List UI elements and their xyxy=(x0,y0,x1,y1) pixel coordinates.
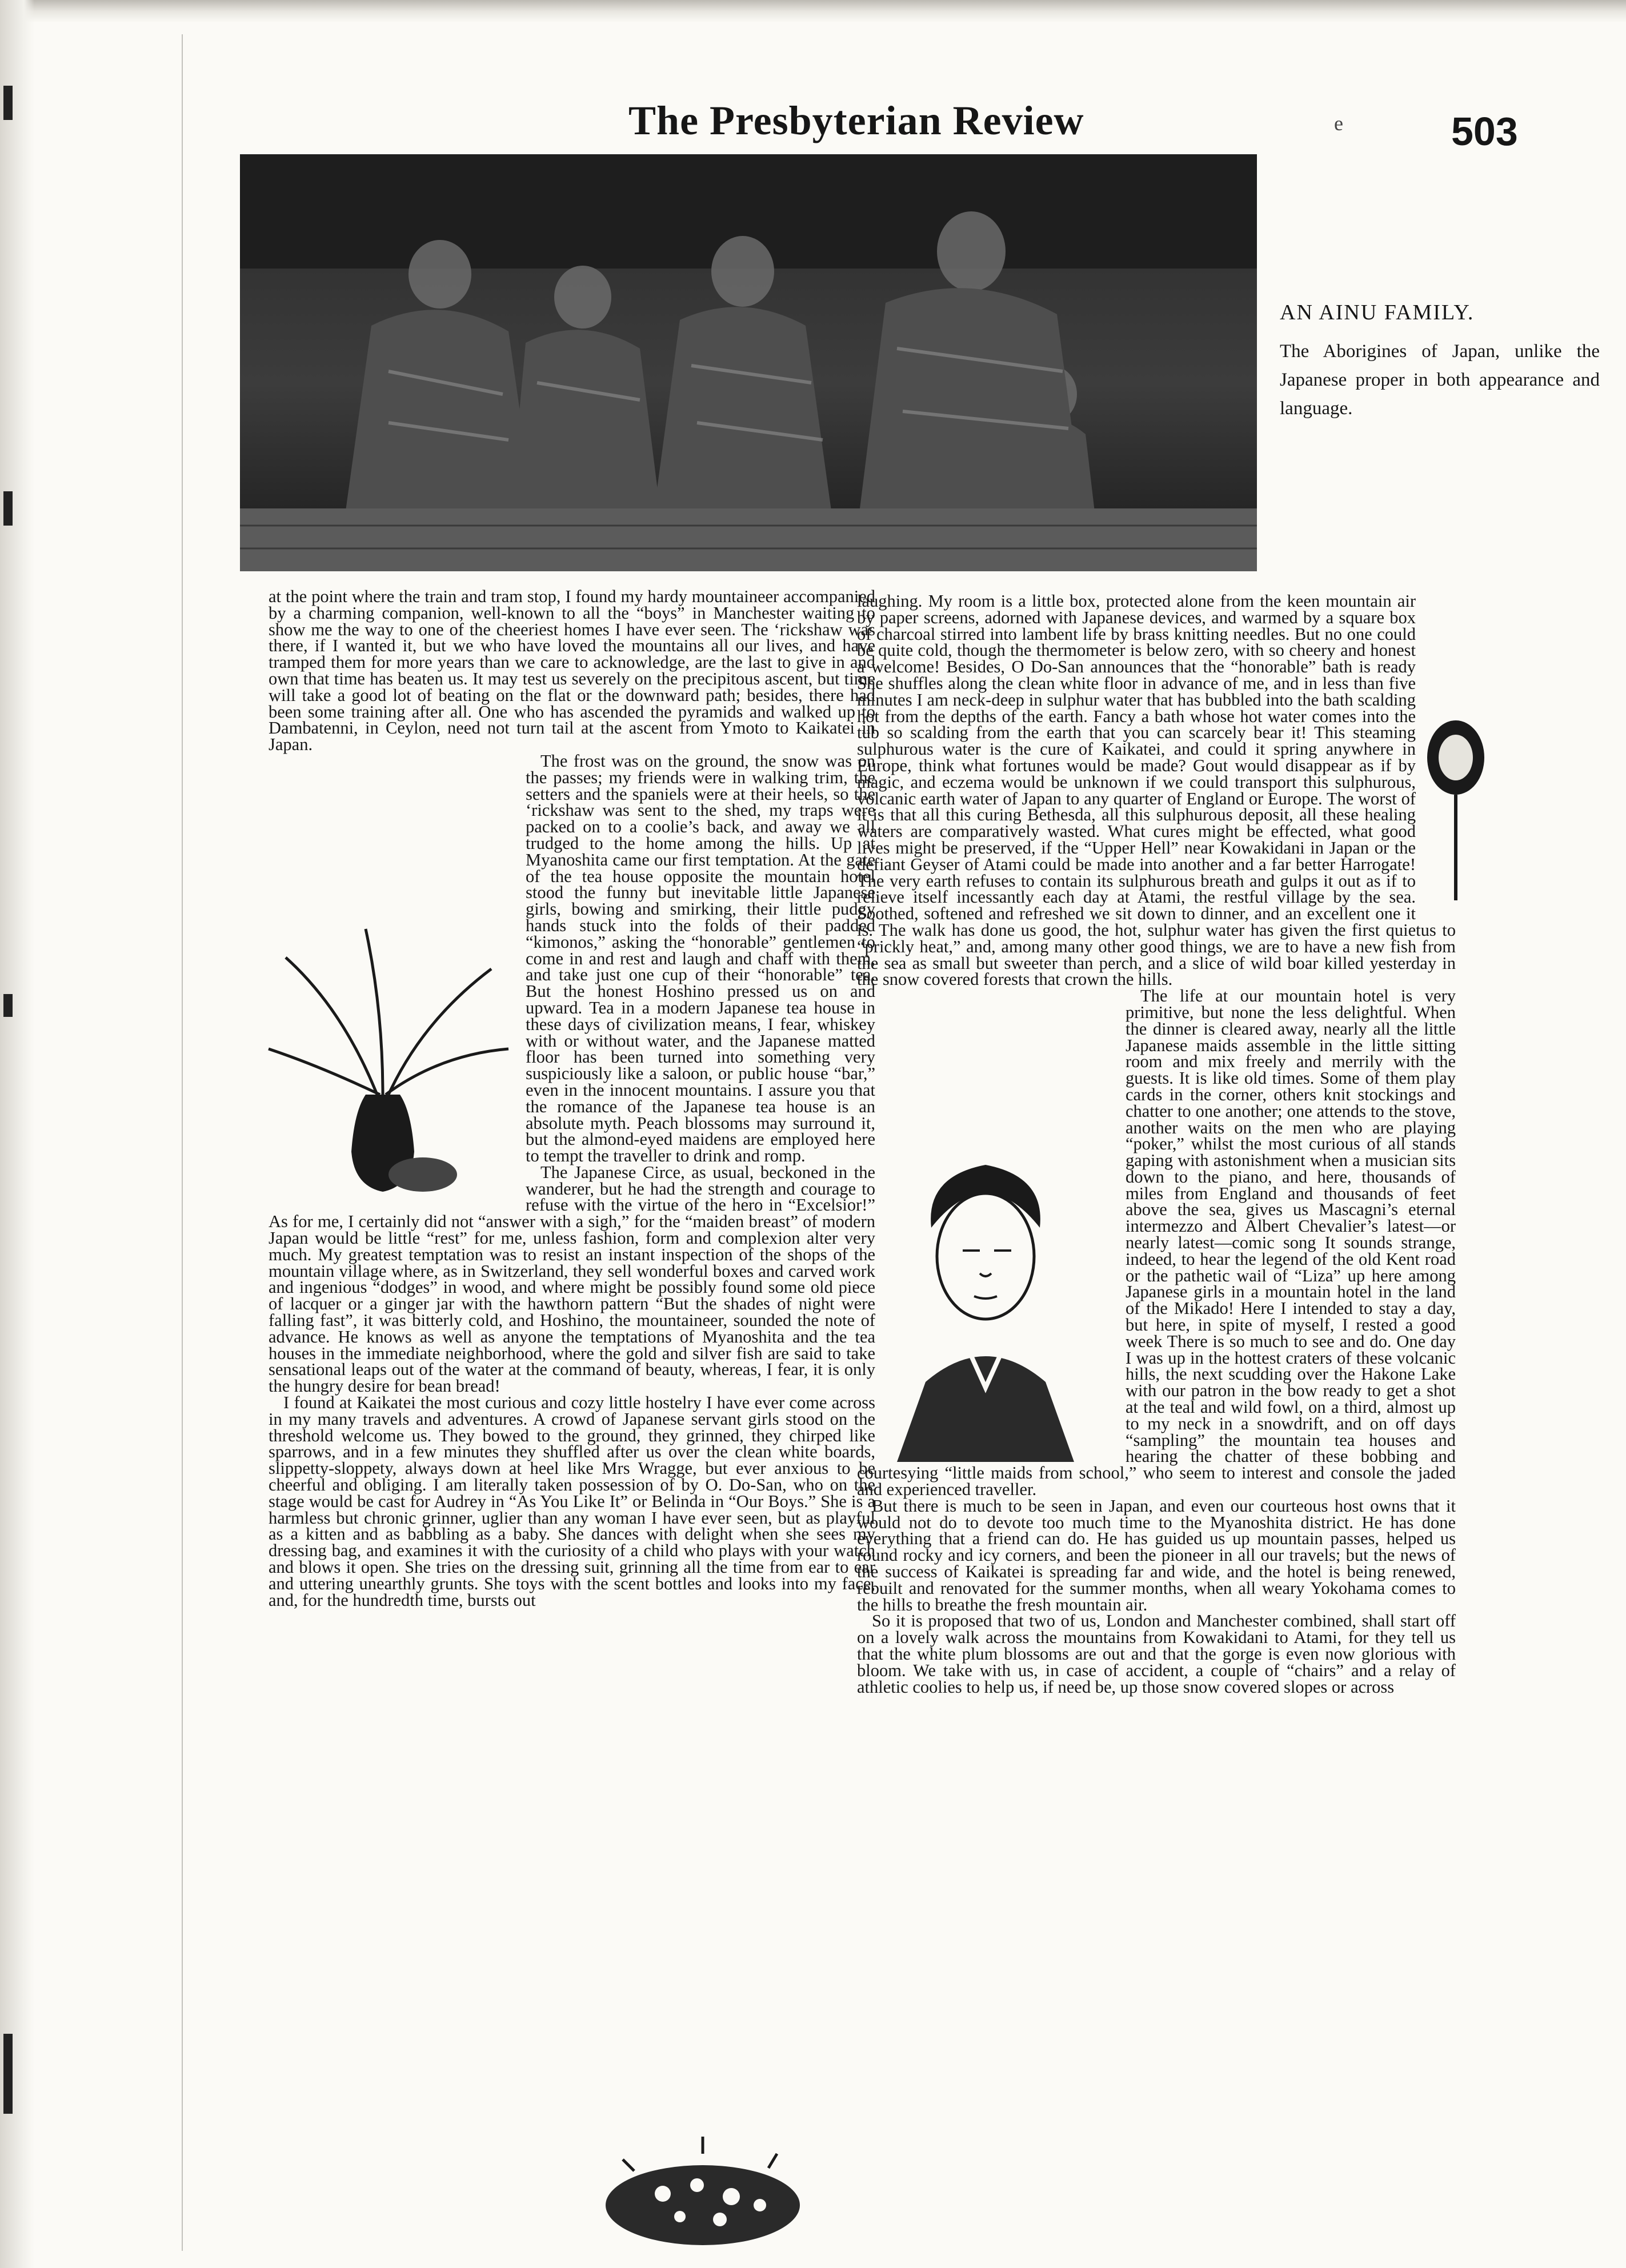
paragraph: The frost was on the ground, the snow was on the passes; my friends were in walking trim, the setters and the spaniels were at their heels, so the ‘rickshaw was sent to the shed, my traps were packed on to a coolie’s back, and away we all trudged to the home among the hills. Up at Myanoshita came our first temptation. At the gate of the tea house opposite the mountain hotel stood the funny but inevitable little Japanese girls, bowing and smirking, their little pudgy hands stuck into the folds of their padded “kimonos,” asking the “honorable” gentlemen to come in and rest and laugh and chaff with them, and take just one cup of their “honorable” tea. But the honest Hoshino pressed us on and upward. Tea in a modern Japanese tea house in these days of civilization means, I fear, whiskey with or without water, and the Japanese matted floor has been turned into something very suspiciously like a saloon, or public house “bar,” even in the innocent mountains. I assure you that the romance of the Japanese tea house is an absolute myth. Peach blossoms may surround it, but the almond-eyed maidens are employed here to tempt the traveller to drink and romp. xyxy=(526,751,875,1166)
japanese-woman-portrait-illustration xyxy=(857,1142,1114,1462)
binding-mark xyxy=(3,2034,13,2114)
page-gutter-line xyxy=(182,34,183,2251)
paragraph: The Japanese Circe, as usual, beckoned in the wanderer, but he had the strength and courage to refuse with the virtue of the hero in “Excelsior!” As for me, I certainly did not “answer with a sigh,” for the “maiden breast” of modern Japan would be little “rest” for me, unless fashion, form and complexion alter very much. My greatest temptation was to resist an instant inspection of the shops of the mountain village where, as in Switzerland, they sell wonderful boxes and carved work and ingenious “dodges” in wood, and where might be possibly found some old piece of lacquer or a ginger jar with the hawthorn pattern “But the shades of night were falling fast”, it was bitterly cold, and Hoshino, the mountaineer, sounded the note of advance. He knows as well as anyone the temptations of Myanoshita and the tea houses in the immediate neighborhood, where the gold and silver fish are said to take sensational leaps out of the water at the command of beauty, whereas, I fear, it is only the hungry desire for bean bread! xyxy=(269,1162,875,1396)
scan-top-edge xyxy=(0,0,1626,23)
ainu-family-photograph xyxy=(240,154,1257,571)
article-left-column xyxy=(269,588,875,1608)
binding-mark xyxy=(3,994,13,1017)
scan-left-edge xyxy=(0,0,34,2268)
paragraph: But there is much to be seen in Japan, and even our courteous host owns that it would not do to devote too much time to the Myanoshita district. He has done everything that a friend can do. He has guided us up mountain passes, helped us round rocky and icy corners, and been the pioneer in all our travels; but the news of the success of Kaikatei is spreading far and wide, and the hotel is being renewed, rebuilt and renovated for the summer months, when all weary Yokohama comes to the hills to breathe the fresh mountain air. xyxy=(857,1496,1456,1614)
page-number: 503 xyxy=(1451,109,1518,154)
flower-basket-illustration xyxy=(588,2125,817,2257)
article-right-column xyxy=(857,593,1456,1695)
paragraph: So it is proposed that two of us, London and Manchester combined, shall start off on a lovely walk across the mountains from Kowakidani to Atami, for they tell us that the white plum blossoms are out and that the gorge is even now glorious with bloom. We take with us, in case of accident, a couple of “chairs” and a relay of athletic coolies to help us, if need be, up those snow covered slopes or across xyxy=(857,1611,1456,1697)
hanging-ornament-illustration xyxy=(1421,718,1490,906)
binding-mark xyxy=(3,491,13,526)
stray-print-mark: e xyxy=(1334,112,1343,135)
paragraph: The life at our mountain hotel is very primitive, but none the less delightful. When the dinner is cleared away, nearly all the little Japanese maids assemble in the little sitting room and mix freely and merrily with the guests. It is like old times. Some of them play cards in the corner, others knit stockings and chatter to one another; one attends to the stove, another waits on the men who are playing “poker,” whilst the most curious of all stands gaping with astonishment when a musician sits down to the piano, and here, thousands of miles from England and thousands of feet above the sea, gives us Mascagni’s eternal intermezzo and Albert Chevalier’s latest—or nearly latest—comic song It sounds strange, indeed, to hear the legend of the old Kent road or the pathetic wail of “Liza” up here among Japanese girls in a mountain hotel in the land of the Mikado! Here I intended to stay a day, but here, in spite of myself, I rested a good week There is so much to see and do. One day I was up in the hottest craters of these volcanic hills, the next scudding over the Hakone Lake with our patron in the bow ready to get a shot at the teal and wild fowl, on a third, almost up to my neck in a snowdrift, and on off days “sampling” the mountain tea houses and hearing the chatter of these bobbing and courtesying “little maids from school,” who seem to interest and console the jaded and experienced traveller. xyxy=(857,986,1456,1500)
running-title: The Presbyterian Review xyxy=(628,98,1084,143)
vase-illustration xyxy=(251,906,520,1203)
paragraph: at the point where the train and tram stop, I found my hardy mountaineer accompanied by a charming companion, well-known to all the “boys” in Manchester waiting to show me the way to one of the cheeriest homes I have ever seen. The ‘rickshaw was there, if I wanted it, but we who have loved the mountains all our lives, and have tramped them for more years than we care to acknowledge, are the last to give in and own that time has beaten us. It may test us severely on the precipitous ascent, but time will take a good lot of beating on the flat or the downward path; besides, there had been some training after all. One who has ascended the pyramids and walked up to Dambatenni, in Ceylon, need not turn tail at the ascent from Ymoto to Kaikatei in Japan. xyxy=(269,587,875,755)
figure-caption-title: AN AINU FAMILY. xyxy=(1280,300,1475,324)
paragraph: laughing. My room is a little box, protected alone from the keen mountain air by paper screens, adorned with Japanese devices, and warmed by a square box of charcoal stirred into lambent life by brass knitting needles. But no one could be quite cold, though the thermometer is below zero, with so cheery and honest a welcome! Besides, O Do-San announces that the “honorable” bath is ready She shuffles along the clean white floor in advance of me, and in less than five minutes I am neck-deep in sulphur water that has bubbled into the bath scalding hot from the depths of the earth. Fancy a bath whose hot water comes into the tub so scalding from the earth that you can scarcely bear it! This steaming sulphurous water is the cure of Kaikatei, and could it spring anywhere in Europe, think what fortunes would be made? Gout would disappear as if by magic, and eczema would be unknown if we could transport this sulphurous, volcanic earth water of Japan to any quarter of England or Europe. The worst of it is that all this curing Bethesda, all this sulphurous deposit, all these healing waters are comparatively wasted. What cures might be effected, what good lives might be preserved, if the “Upper Hell” near Kowakidani in Japan or the defiant Geyser of Atami could be made into another and a far better Harrogate! The very earth refuses to contain its sulphurous breath and gulps it out as if to relieve itself incessantly each day at Atami, the restful village by the sea. Soothed, softened and refreshed we sit down to dinner, and an excellent one it is. The walk has done us good, the hot, sulphur water has given the first quietus to “prickly heat,” and, among many other good things, we are to have a new fish from the sea as small but sweeter than perch, and a slice of wild boar killed yesterday in the snow covered forests that crown the hills. xyxy=(857,591,1456,989)
figure-caption-text: The Aborigines of Japan, unlike the Japanese proper in both appearance and language. xyxy=(1280,341,1600,419)
paragraph: I found at Kaikatei the most curious and cozy little hostelry I have ever come across in my many travels and adventures. A crowd of Japanese servant girls stood on the threshold welcome us. They bowed to the ground, they grinned, they chirped like sparrows, and in a few minutes they shuffled after us over the clean white boards, slippetty-sloppety, always down at heel like Mrs Wragge, but ever anxious to be cheerful and obliging. I am literally taken possession of by O. Do-San, who on the stage would be cast for Audrey in “As You Like It” or Belinda in “Our Boys.” She is a harmless but chronic grinner, uglier than any woman I have ever seen, but as playful as a kitten and as babbling as a baby. She dances with delight when she sees my dressing bag, and examines it with the curiosity of a child who plays with your watch and blows it open. She tries on the dressing suit, grinning all the time from ear to ear and uttering unearthly grunts. She toys with the scent bottles and looks into my face, and, for the hundredth time, bursts out xyxy=(269,1393,875,1610)
binding-mark xyxy=(3,86,13,120)
